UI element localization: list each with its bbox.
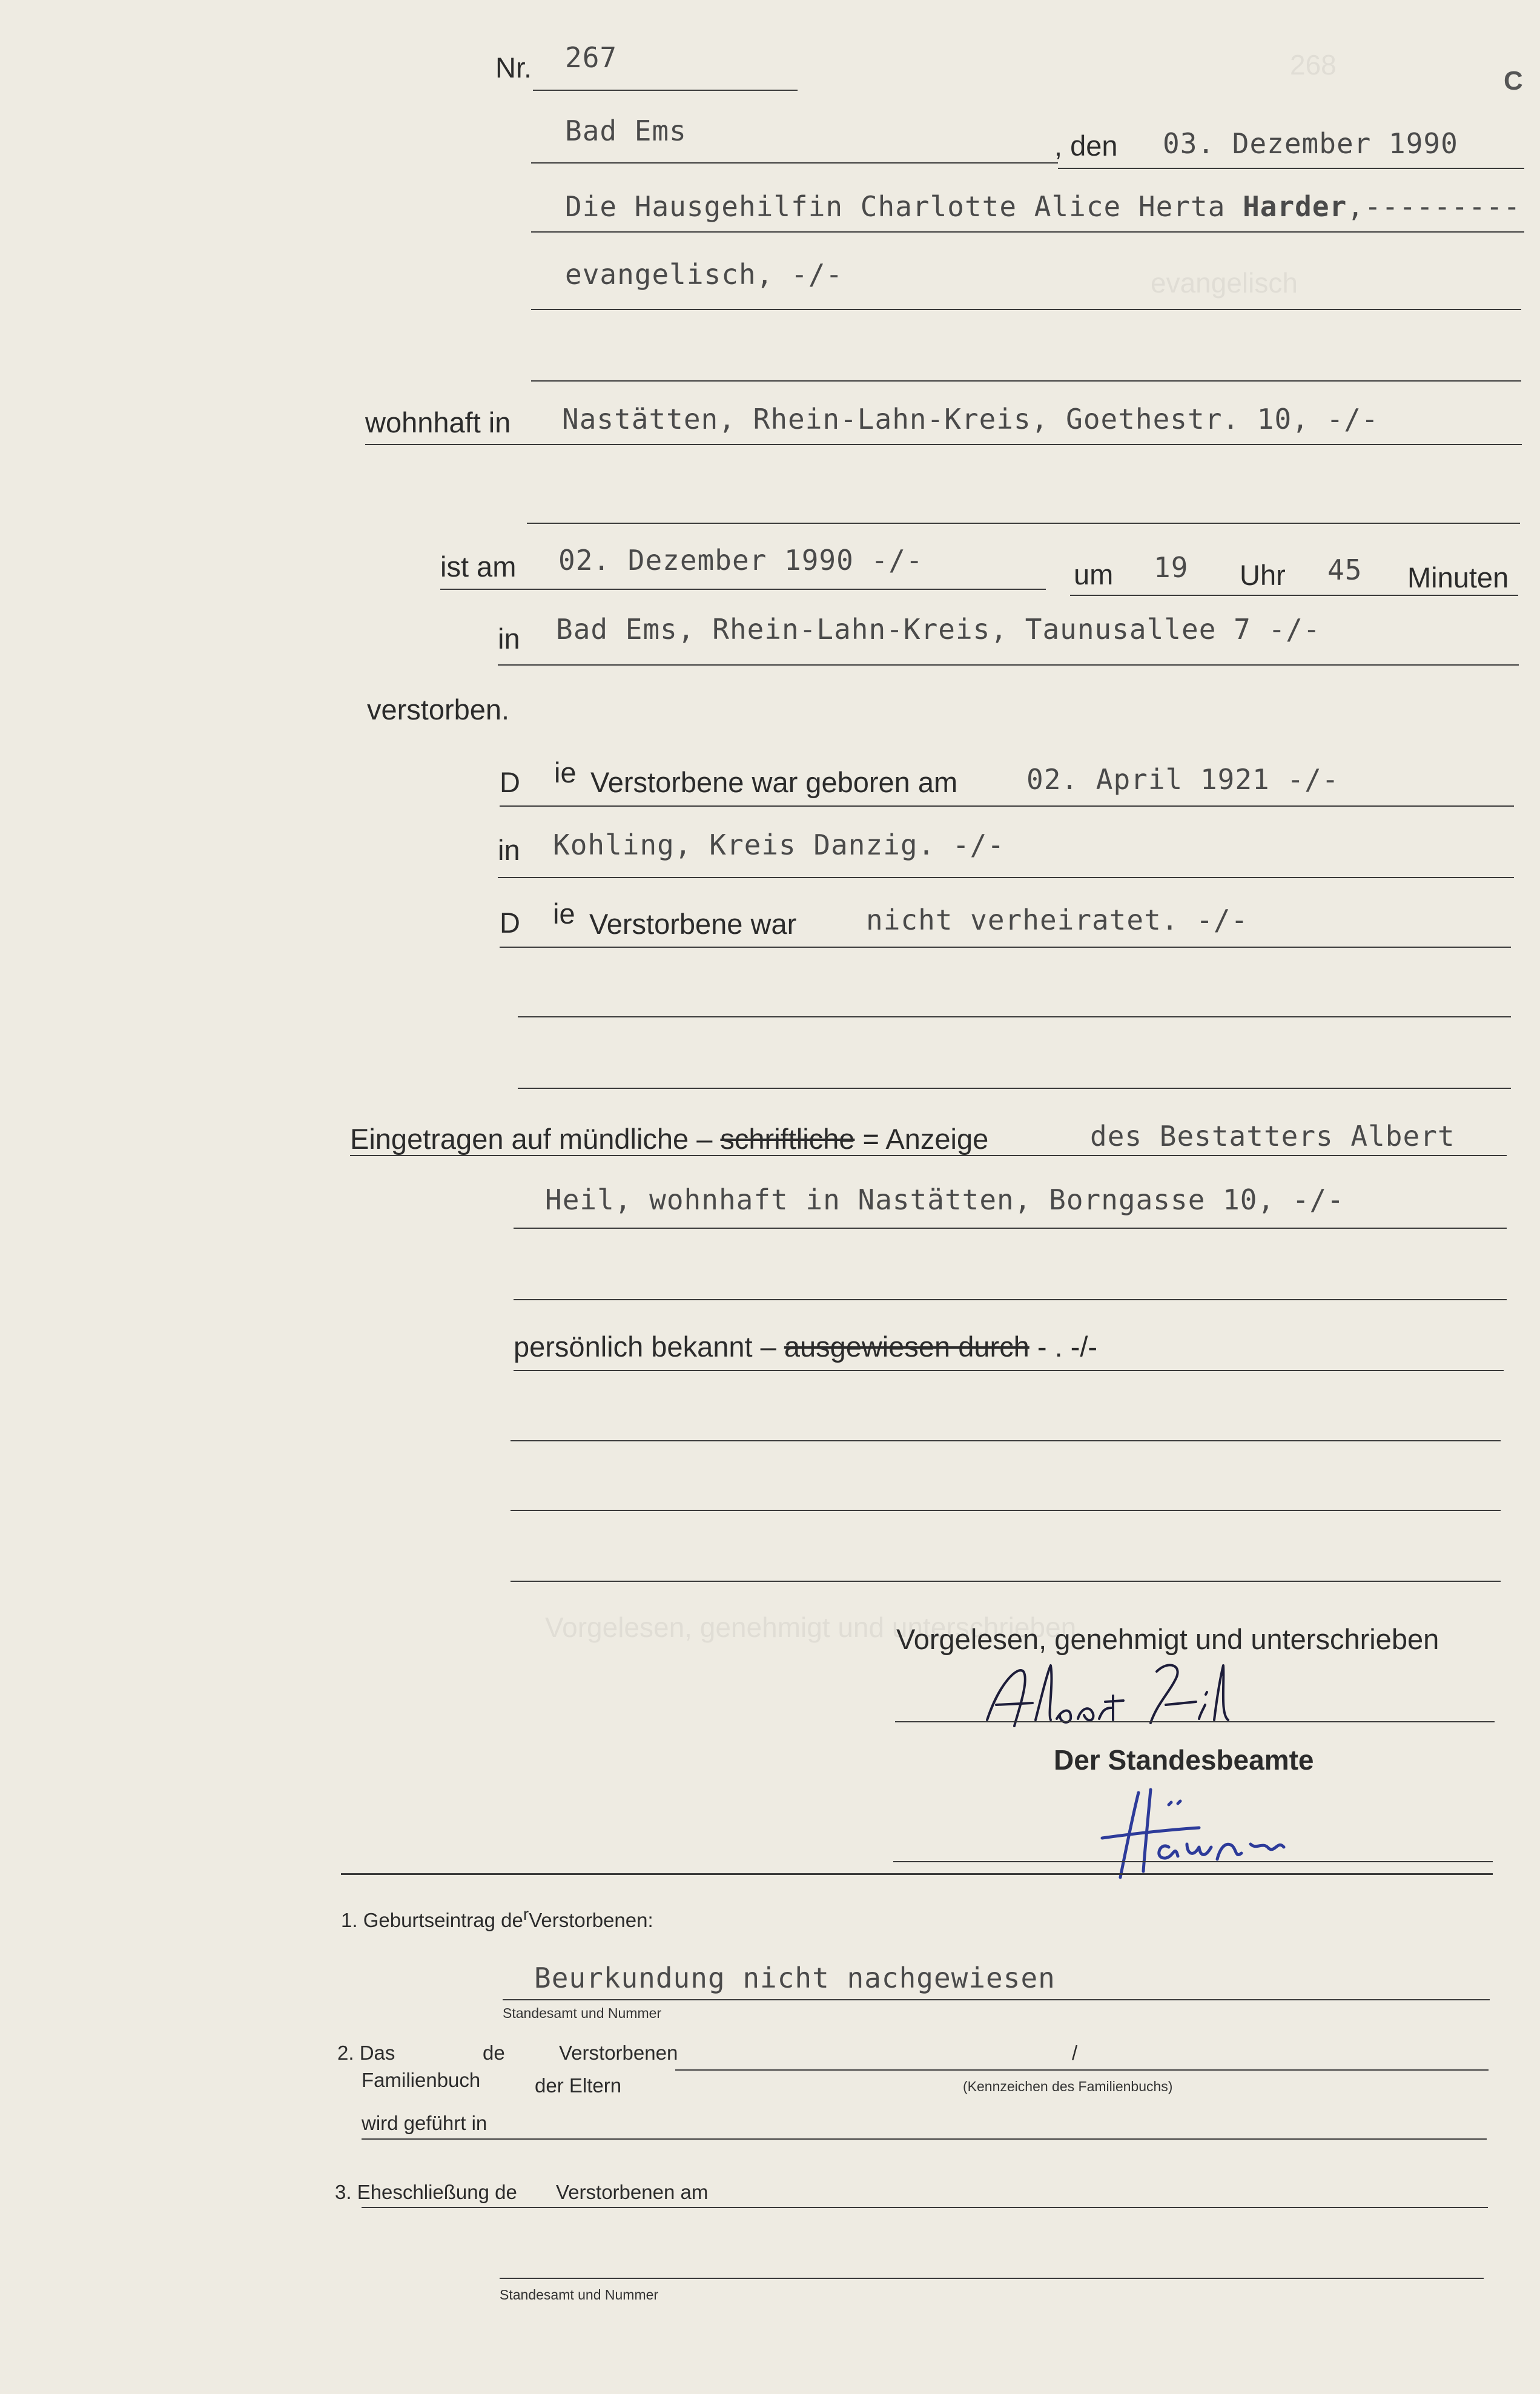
- blank-underline-1: [518, 1016, 1511, 1017]
- minuten-label: Minuten: [1407, 561, 1509, 594]
- footer-item2-underline-2: [362, 2138, 1487, 2140]
- birth-date-label: Verstorbene war geboren am: [590, 766, 958, 798]
- date-underline: [1058, 168, 1524, 169]
- bleed-through-text: evangelisch: [1151, 267, 1298, 299]
- registrar-signature: [1096, 1781, 1350, 1883]
- footer-divider: [341, 1873, 1493, 1875]
- footer-item1-label: [341, 1906, 653, 1930]
- identity-label-struck: ausgewiesen durch: [784, 1331, 1029, 1363]
- report-underline-1: [350, 1155, 1507, 1156]
- identity-label-b: - . -/-: [1029, 1331, 1098, 1363]
- registrar-title: Der Standesbeamte: [1054, 1744, 1314, 1776]
- informant-signature: [975, 1647, 1290, 1738]
- death-hour: 19: [1154, 551, 1189, 584]
- blank-underline-4: [511, 1510, 1501, 1511]
- residence-label: wohnhaft in: [365, 406, 511, 438]
- birth-place-underline: [498, 877, 1514, 878]
- death-place-label: in: [498, 623, 520, 655]
- footer-item1-sup: r: [523, 1905, 529, 1923]
- marital-ie-label: ie: [553, 898, 575, 930]
- identity-label: [514, 1332, 1097, 1361]
- footer-item2-eltern: der Eltern: [535, 2074, 622, 2097]
- marital-value: nicht verheiratet. -/-: [866, 904, 1249, 936]
- nr-label: Nr.: [495, 51, 532, 84]
- corner-mark: C: [1504, 66, 1523, 96]
- person-surname: Harder: [1243, 190, 1347, 223]
- footer-item3-label: 3. Eheschließung de: [335, 2181, 517, 2203]
- footer-item1-rest: Verstorbenen:: [529, 1909, 653, 1931]
- person-filler: ,---------: [1347, 190, 1521, 223]
- marital-label: Verstorbene war: [589, 908, 797, 940]
- birth-d-label: D: [500, 766, 520, 798]
- marital-d-label: D: [500, 907, 520, 939]
- verstorben-label: verstorben.: [367, 693, 510, 726]
- nr-value: 267: [565, 41, 618, 74]
- report-underline-2: [514, 1228, 1507, 1229]
- footer-item1-label-a: 1. Geburtseintrag de: [341, 1909, 523, 1931]
- footer-item2-de: de: [483, 2042, 505, 2064]
- footer-item2-slash: /: [1072, 2042, 1078, 2064]
- death-date-underline: [440, 589, 1046, 590]
- person-given-names: Die Hausgehilfin Charlotte Alice Herta: [565, 190, 1243, 223]
- footer-item2-caption: (Kennzeichen des Familienbuchs): [963, 2078, 1173, 2094]
- footer-item1-value: Beurkundung nicht nachgewiesen: [534, 1962, 1056, 1994]
- footer-item2-underline: [675, 2069, 1489, 2071]
- footer-item1-caption: Standesamt und Nummer: [503, 2005, 662, 2021]
- birth-ie-label: ie: [554, 756, 577, 789]
- um-label: um: [1074, 558, 1114, 590]
- footer-item2-familienbuch: Familienbuch: [362, 2069, 481, 2091]
- blank-underline-5: [511, 1581, 1501, 1582]
- footer-item2-das: 2. Das: [337, 2042, 395, 2064]
- footer-item2-gefuehrt: wird geführt in: [362, 2112, 487, 2134]
- person-underline-2: [531, 309, 1521, 310]
- person-line-2: evangelisch, -/-: [565, 258, 844, 291]
- marital-underline: [500, 947, 1511, 948]
- residence-underline-2: [527, 523, 1520, 524]
- person-underline-1: [531, 231, 1524, 233]
- den-label: , den: [1054, 130, 1118, 162]
- vorgelesen-text: Vorgelesen, genehmigt und unterschrieben: [896, 1623, 1439, 1655]
- report-value-1: des Bestatters Albert: [1090, 1120, 1455, 1152]
- residence-underline: [365, 444, 1522, 445]
- informant-signature-line: [895, 1721, 1495, 1722]
- footer-item3-caption: Standesamt und Nummer: [500, 2287, 659, 2303]
- death-place-underline: [498, 664, 1519, 666]
- birth-place-label: in: [498, 834, 520, 866]
- footer-item1-underline: [503, 1999, 1490, 2000]
- footer-item3-rest: Verstorbenen am: [556, 2181, 709, 2203]
- birth-date-value: 02. April 1921 -/-: [1026, 763, 1340, 796]
- identity-underline: [514, 1370, 1504, 1371]
- footer-item3-underline: [362, 2207, 1488, 2208]
- registrar-signature-line: [893, 1861, 1493, 1862]
- death-time-underline: [1070, 595, 1518, 596]
- date-value: 03. Dezember 1990: [1163, 127, 1458, 160]
- footer-item2-verstorbenen: Verstorbenen: [559, 2042, 678, 2064]
- report-underline-3: [514, 1299, 1507, 1300]
- place-underline: [531, 162, 1058, 164]
- report-label-struck: schriftliche: [720, 1123, 855, 1155]
- death-date-value: 02. Dezember 1990 -/-: [558, 544, 924, 577]
- birth-place-value: Kohling, Kreis Danzig. -/-: [553, 828, 1005, 861]
- blank-underline-2: [518, 1088, 1511, 1089]
- bleed-through-text: 268: [1290, 49, 1337, 81]
- bleed-through-text: Vorgelesen, genehmigt und unterschrieben: [545, 1612, 1077, 1643]
- footer-item3-underline-2: [500, 2278, 1484, 2279]
- birth-date-underline: [500, 805, 1514, 807]
- death-date-label: ist am: [440, 551, 517, 583]
- residence-value: Nastätten, Rhein-Lahn-Kreis, Goethestr. 10, -/-: [562, 403, 1379, 435]
- person-underline-3: [531, 380, 1521, 382]
- report-label-a: Eingetragen auf mündliche –: [350, 1123, 721, 1155]
- place-value: Bad Ems: [565, 114, 687, 147]
- nr-underline: [533, 90, 798, 91]
- death-place-value: Bad Ems, Rhein-Lahn-Kreis, Taunusallee 7 -/-: [556, 613, 1321, 646]
- blank-underline-3: [511, 1440, 1501, 1441]
- report-label-b: = Anzeige: [854, 1123, 989, 1155]
- report-label: [350, 1125, 988, 1153]
- identity-label-a: persönlich bekannt –: [514, 1331, 784, 1363]
- person-line-1: [565, 190, 1521, 223]
- death-minutes: 45: [1327, 554, 1363, 586]
- uhr-label: Uhr: [1240, 559, 1286, 591]
- report-value-2: Heil, wohnhaft in Nastätten, Borngasse 10, -/-: [545, 1183, 1344, 1216]
